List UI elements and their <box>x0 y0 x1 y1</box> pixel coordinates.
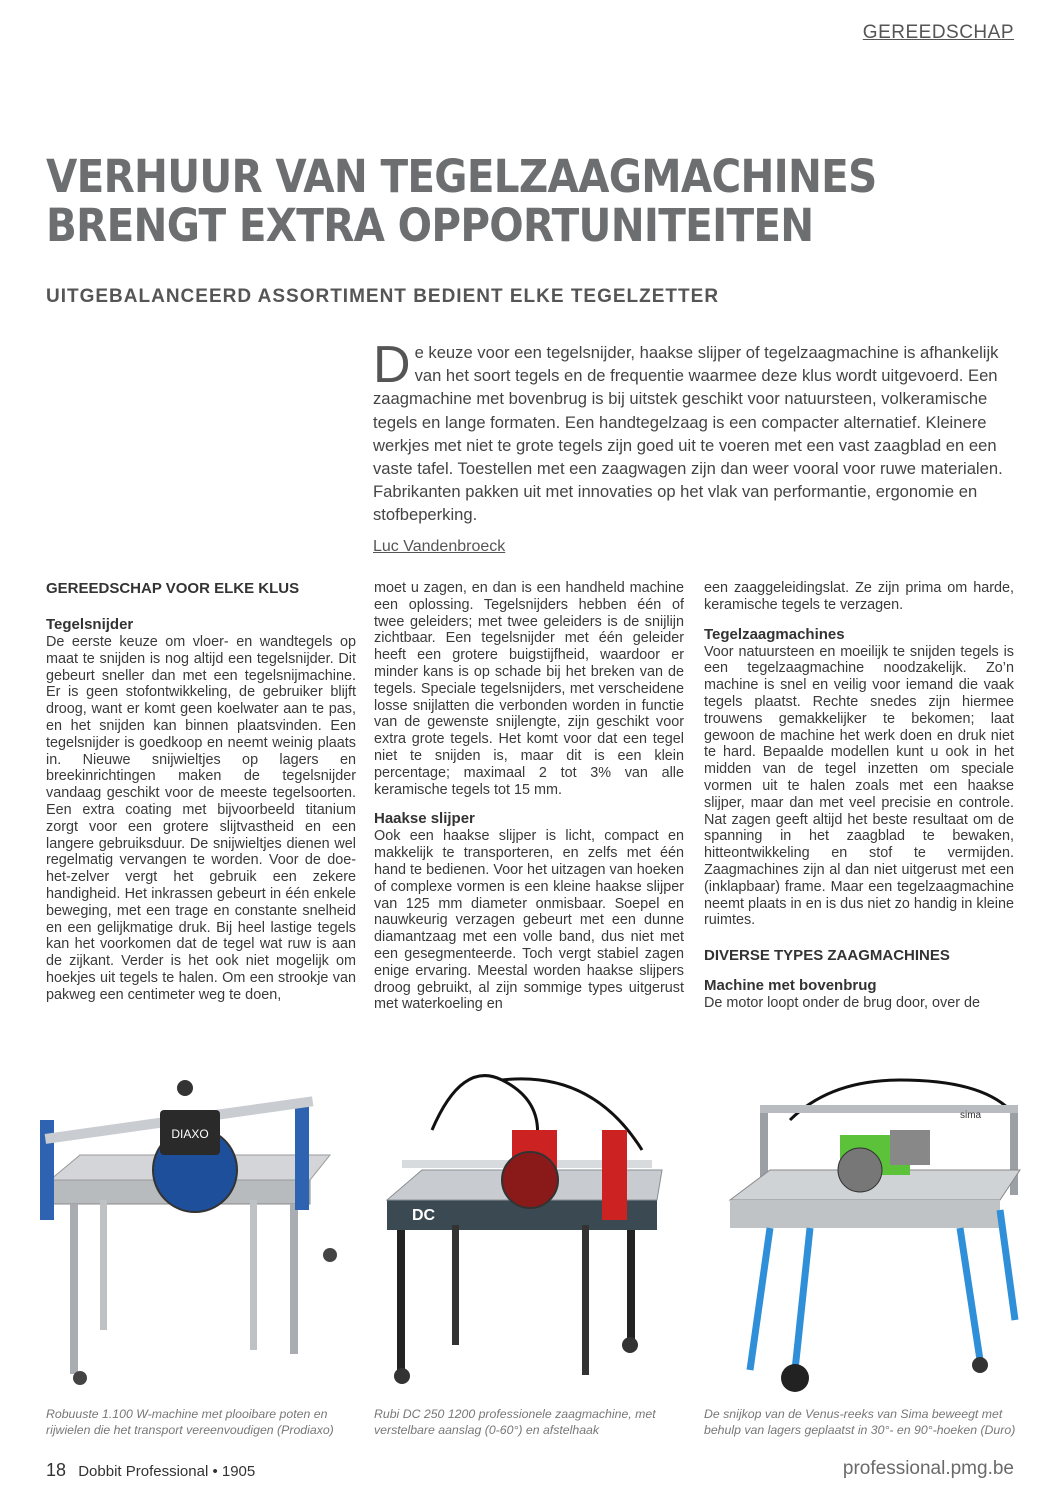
photo-sima-saw <box>700 1060 1030 1400</box>
intro-text: e keuze voor een tegelsnijder, haakse slijper of tegelzaagmachine is afhankelijk van het soort tegels en de frequentie waarmee deze klus wordt uitgevoerd. Een zaagmachine met bovenbrug is bij uitstek geschikt voor natuursteen, volkeramische tegels en lange formaten. Een handtegelzaag is een compacter alternatief. Kleinere werkjes met niet te grote tegels zijn goed uit te voeren met een vast zaagblad en een vaste tafel. Toestellen met een zaagwagen zijn dan weer vooral voor ruwe materialen. Fabrikanten pakken uit met innovaties op het vlak van performantie, ergonomie en stofbeperking. <box>373 343 1003 525</box>
photo-caption-3: De snijkop van de Venus-reeks van Sima beweegt met behulp van lagers geplaatst in 30°- en 90°-hoeken (Duro) <box>704 1407 1016 1437</box>
tile-saw-illustration <box>30 1060 350 1400</box>
section-tag: GEREEDSCHAP <box>862 22 1014 43</box>
column-2 <box>374 580 684 1013</box>
photo-caption-1: Robuuste 1.100 W-machine met plooibare poten en rijwielen die het transport vereenvoudigen (Prodiaxo) <box>46 1407 334 1437</box>
subheading: Machine met bovenbrug <box>704 977 877 995</box>
section-heading: DIVERSE TYPES ZAAGMACHINES <box>704 947 950 965</box>
brand-label: DIAXO <box>171 1127 209 1141</box>
brand-label: DC <box>412 1207 436 1224</box>
subheading: Haakse slijper <box>374 810 475 828</box>
subheading: Tegelzaagmachines <box>704 625 845 643</box>
subheading: Tegelsnijder <box>46 616 134 633</box>
body-text: De eerste keuze om vloer- en wandtegels op maat te snijden is nog altijd een tegelsnijder. Dit gebeurt sneller dan met een tegelsnijmachine. Er is geen stofontwikkeling, de gebruiker blijft droog, want er komt geen koelwater aan te pas, en het snijden kan binnen plaatsvinden. Een tegelsnijder is goedkoop en neemt weinig plaats in. Nieuwe snijwieltjes op lagers en breekinrichtingen maken de tegelsnijder vandaag geschikt voor de meeste tegelsoorten. Een extra coating met bijvoorbeeld titanium zorgt voor een grotere slijtvastheid en een langere gebruiksduur. De snijwieltjes dienen wel regelmatig vervangen te worden. Voor de doe-het-zelver vergt het gebruik een zekere handigheid. Het inkrassen gebeurt in één enkele beweging, met een trage en constante snelheid en een gelijkmatige druk. Bij heel lastige tegels kan het voorkomen dat de tegel wat ruw is aan de zijkant. Verder is het ook niet mogelijk om hoekjes uit tegels te halen. Om een strookje van pakweg een centimeter weg te doen, <box>46 634 356 1003</box>
body-text: een zaaggeleidingslat. Ze zijn prima om harde, keramische tegels te verzagen. <box>704 580 1014 613</box>
body-text: moet u zagen, en dan is een handheld machine een oplossing. Tegelsnijders hebben één of twee geleiders; met twee geleiders is de snijlijn zichtbaar. Een tegelsnijder met één geleider heeft een grotere buigstijfheid, waardoor er minder kans is op schade bij het breken van de tegels. Speciale tegelsnijders, met verscheidene losse snijlatten die verbonden worden in functie van de gewenste snijlengte, zijn geschikt voor extra grote tegels. Het komt voor dat een tegel niet te snijden is, maar dit is een klein percentage; maximaal 2 tot 3% van alle keramische tegels tot 15 mm. <box>374 580 684 798</box>
section-heading: GEREEDSCHAP VOOR ELKE KLUS <box>46 580 300 597</box>
photo-rubi-dc-saw <box>362 1060 682 1400</box>
article-title <box>46 152 910 250</box>
article-subtitle: UITGEBALANCEERD ASSORTIMENT BEDIENT ELKE TEGELZETTER <box>46 286 720 307</box>
title-line-1: VERHUUR VAN TEGELZAAGMACHINES <box>46 150 877 203</box>
brand-label: sima <box>960 1110 982 1121</box>
footer-info <box>46 1460 255 1481</box>
page-number: 18 <box>46 1460 67 1480</box>
intro-paragraph <box>373 336 1013 527</box>
drop-cap: D <box>373 336 411 394</box>
photo-caption-2: Rubi DC 250 1200 professionele zaagmachine, met verstelbare aanslag (0-60°) en afstelhaak <box>374 1407 656 1437</box>
body-text: Ook een haakse slijper is licht, compact en makkelijk te transporteren, en zelfs met één hand te bedienen. Voor het uitzagen van hoeken of complexe vormen is een kleine haakse slijper van 125 mm diameter onmisbaar. Soepel en nauwkeurig verzagen gebeurt met een dunne diamantzaag met een volle band, dus niet met een gesegmenteerde. Toch vergt stabiel zagen enige ervaring. Meestal worden haakse slijpers droog gebruikt, al zijn sommige types uitgerust met waterkoeling en <box>374 828 684 1013</box>
body-text: De motor loopt onder de brug door, over de <box>704 995 980 1012</box>
column-1 <box>46 580 356 1004</box>
tile-saw-illustration <box>362 1060 682 1400</box>
column-3 <box>704 580 1014 1012</box>
tile-saw-illustration <box>700 1060 1030 1400</box>
footer-website-link[interactable]: professional.pmg.be <box>842 1458 1014 1479</box>
title-line-2: BRENGT EXTRA OPPORTUNITEITEN <box>46 199 814 252</box>
author-byline: Luc Vandenbroeck <box>373 538 506 555</box>
magazine-issue: Dobbit Professional • 1905 <box>78 1463 256 1480</box>
body-text: Voor natuursteen en moeilijk te snijden tegels is een tegelzaagmachine noodzakelijk. Zo’n machine is snel en veilig voor iemand die vaak tegels plaatst. Rechte snedes zijn hiermee trouwens gemakkelijker te bekomen; laat gewoon de machine het werk doen en druk niet te hard. Bepaalde modellen kunt u ook in het midden van de tegel inzetten om speciale vormen uit te halen zoals met een haakse slijper, maar dan met veel precisie en controle. Nat zagen geeft altijd het beste resultaat om de spanning in het zaagblad te bewaken, hitteontwikkeling en stof te vermijden. Zaagmachines zijn al dan niet uitgerust met een (inklapbaar) frame. Maar een tegelzaagmachine neemt plaats in en is dus niet zo handig in kleine ruimtes. <box>704 643 1014 929</box>
photo-diaxo-tile-saw <box>30 1060 350 1400</box>
